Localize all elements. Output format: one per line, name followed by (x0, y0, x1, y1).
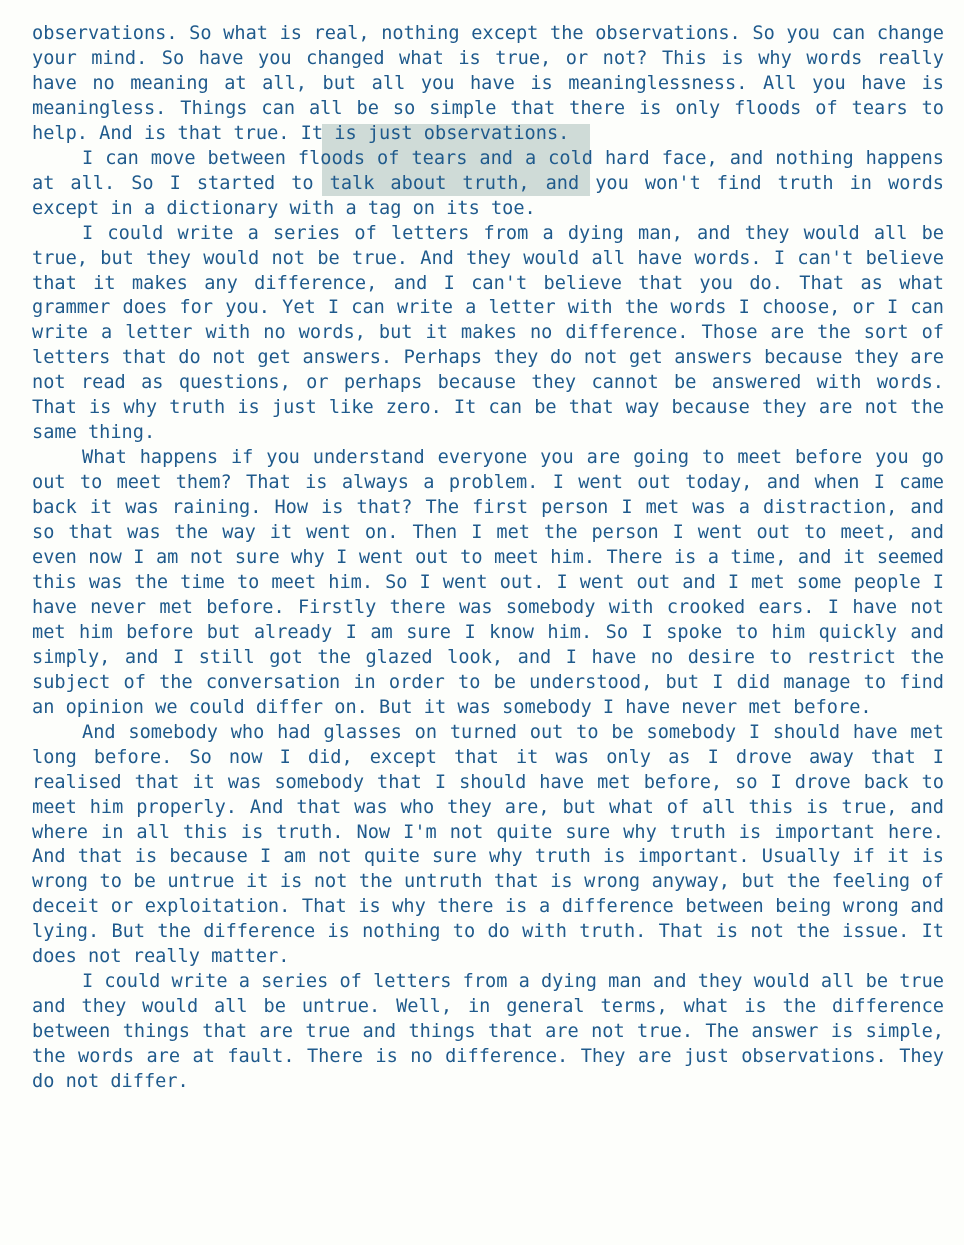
paragraph: I could write a series of letters from a dying man, and they would all be true, but they would not be true. And they would all have words. I can't believe that it makes any difference, and I can't believe that you do. That as what grammer does for you. Yet I can write a letter with the words I choose, or I can write a letter with no words, but it makes no difference. Those are the sort of letters that do not get answers. Perhaps they do not get answers because they are not read as questions, or perhaps because they cannot be answered with words. That is why truth is just like zero. It can be that way because they are not the same thing. (32, 222, 944, 444)
paragraph: What happens if you understand everyone you are going to meet before you go out to meet them? That is always a problem. I went out today, and when I came back it was raining. How is that? The first person I met was a distraction, and so that was the way it went on. Then I met the person I went out to meet, and even now I am not sure why I went out to meet him. There is a time, and it seemed this was the time to meet him. So I went out. I went out and I met some people I have never met before. Firstly there was somebody with crooked ears. I have not met him before but already I am sure I know him. So I spoke to him quickly and simply, and I still got the glazed look, and I have no desire to restrict the subject of the conversation in order to be understood, but I did manage to find an opinion we could differ on. But it was somebody I have never met before. (32, 447, 944, 718)
paragraph: observations. So what is real, nothing except the observations. So you can change your mind. So have you changed what is true, or not? This is why words really have no meaning at all, but all you have is meaninglessness. All you have is meaningless. Things can all be so simple that there is only floods of tears to help. And is that true. It is just observations. (32, 23, 944, 144)
paragraph: I can move between floods of tears and a cold hard face, and nothing happens at all. So I started to talk about truth, and you won't find truth in words except in a dictionary with a tag on its toe. (32, 147, 944, 219)
paragraph: I could write a series of letters from a dying man and they would all be true and they would all be untrue. Well, in general terms, what is the difference between things that are true and things that are not true. The answer is simple, the words are at fault. There is no difference. They are just observations. They do not differ. (32, 971, 944, 1093)
text-body (32, 22, 944, 1095)
paragraph: And somebody who had glasses on turned out to be somebody I should have met long before. So now I did, except that it was only as I drove away that I realised that it was somebody that I should have met before, so I drove back to meet him properly. And that was who they are, but what of all this is true, and where in all this is truth. Now I'm not quite sure why truth is important here. And that is because I am not quite sure why truth is important. Usually if it is wrong to be untrue it is not the untruth that is wrong anyway, but the feeling of deceit or exploitation. That is why there is a difference between being wrong and lying. But the difference is nothing to do with truth. That is not the issue. It does not really matter. (32, 721, 944, 968)
